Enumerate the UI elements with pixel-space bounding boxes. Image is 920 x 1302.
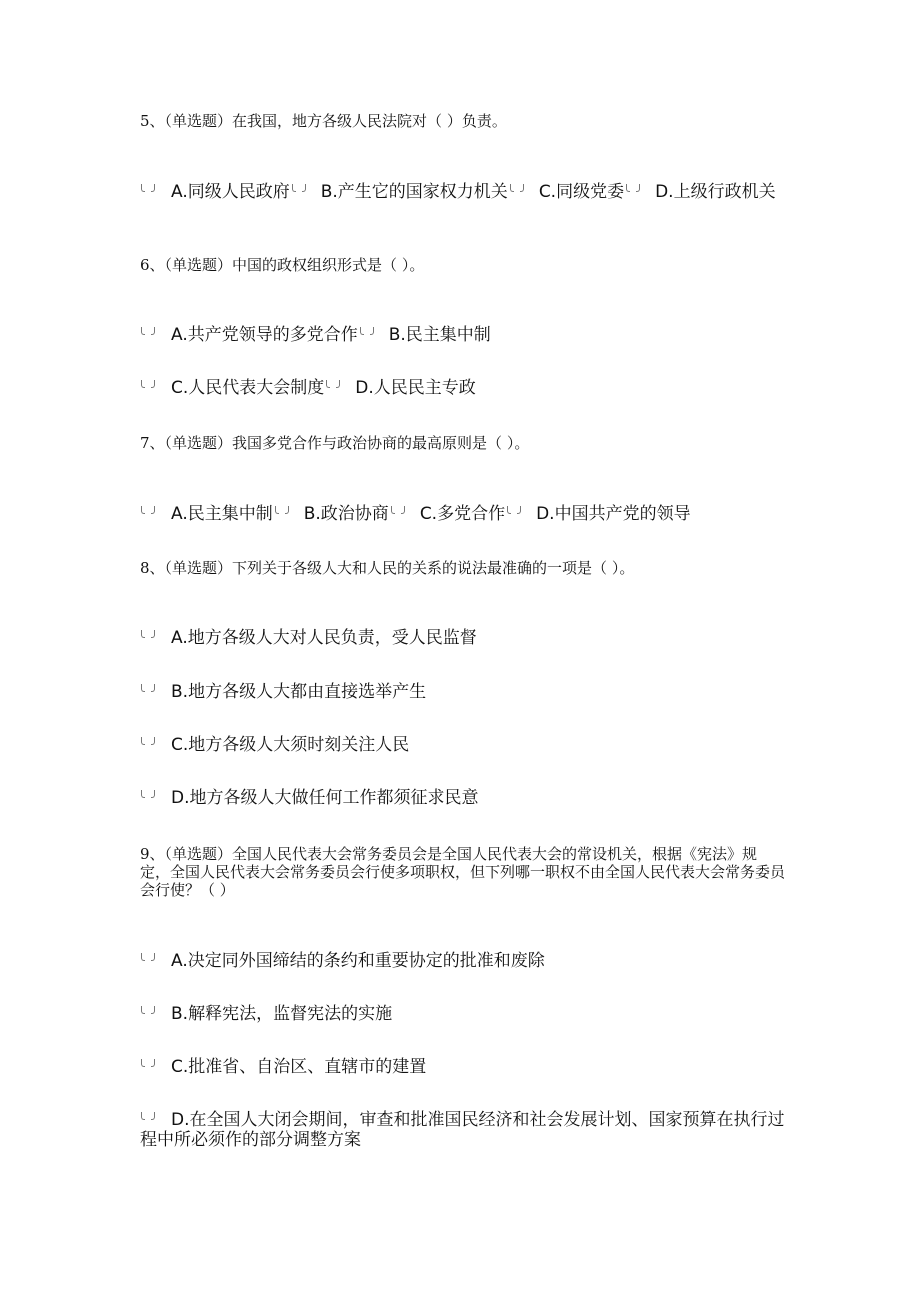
q7-option-c: C.多党合作: [419, 504, 506, 524]
radio-icon[interactable]: [140, 506, 156, 516]
q8-option-c: C.地方各级人大须时刻关注人民: [171, 735, 410, 755]
question-8-option-row-d: [140, 788, 785, 808]
q6-option-a: A.共产党领导的多党合作: [171, 325, 358, 345]
question-8-stem: 8、（单选题）下列关于各级人大和人民的关系的说法最准确的一项是（ ）。: [140, 559, 635, 577]
q9-option-a: A.决定同外国缔结的条约和重要协定的批准和废除: [171, 951, 545, 971]
radio-icon[interactable]: [625, 184, 641, 194]
radio-icon[interactable]: [140, 630, 156, 640]
q5-option-c: C.同级党委: [538, 182, 625, 202]
question-9-option-row-a: [140, 951, 785, 971]
question-7-stem: 7、（单选题）我国多党合作与政治协商的最高原则是（ ）。: [140, 434, 530, 452]
question-8-option-row-b: [140, 682, 785, 702]
radio-icon[interactable]: [140, 790, 156, 800]
question-7-options: [140, 504, 785, 524]
radio-icon[interactable]: [325, 380, 341, 390]
q8-option-d: D.地方各级人大做任何工作都须征求民意: [171, 788, 479, 808]
radio-icon[interactable]: [140, 737, 156, 747]
q6-option-c: C.人民代表大会制度: [171, 378, 325, 398]
q9-option-c: C.批准省、自治区、直辖市的建置: [171, 1057, 427, 1077]
q7-option-d: D.中国共产党的领导: [536, 504, 691, 524]
radio-icon[interactable]: [506, 506, 522, 516]
radio-icon[interactable]: [509, 184, 525, 194]
radio-icon[interactable]: [140, 380, 156, 390]
radio-icon[interactable]: [140, 1059, 156, 1069]
q5-option-d: D.上级行政机关: [655, 182, 776, 202]
radio-icon[interactable]: [274, 506, 290, 516]
question-9-option-row-c: [140, 1057, 785, 1077]
question-9-option-row-d: [140, 1110, 785, 1150]
q6-option-d: D.人民民主专政: [355, 378, 476, 398]
q5-option-a: A.同级人民政府: [171, 182, 290, 202]
question-9-option-row-b: [140, 1004, 785, 1024]
radio-icon[interactable]: [140, 327, 156, 337]
q7-option-b: B.政治协商: [303, 504, 389, 524]
q9-option-b: B.解释宪法，监督宪法的实施: [171, 1004, 393, 1024]
q6-option-b: B.民主集中制: [388, 325, 491, 345]
radio-icon[interactable]: [140, 953, 156, 963]
q7-option-a: A.民主集中制: [171, 504, 273, 524]
q9-option-d: D.在全国人大闭会期间，审查和批准国民经济和社会发展计划、国家预算在执行过程中所必须作的部分调整方案: [140, 1110, 785, 1150]
radio-icon[interactable]: [140, 1006, 156, 1016]
radio-icon[interactable]: [140, 684, 156, 694]
q5-option-b: B.产生它的国家权力机关: [320, 182, 508, 202]
question-6-options-row-1: [140, 325, 785, 345]
question-6-stem: 6、（单选题）中国的政权组织形式是（ ）。: [140, 256, 425, 274]
q8-option-b: B.地方各级人大都由直接选举产生: [171, 682, 427, 702]
radio-icon[interactable]: [140, 184, 156, 194]
question-6-options-row-2: [140, 378, 785, 398]
question-8-option-row-a: [140, 628, 785, 648]
radio-icon[interactable]: [140, 1112, 156, 1122]
q8-option-a: A.地方各级人大对人民负责，受人民监督: [171, 628, 477, 648]
question-8-option-row-c: [140, 735, 785, 755]
radio-icon[interactable]: [390, 506, 406, 516]
question-9-stem: 9、（单选题）全国人民代表大会常务委员会是全国人民代表大会的常设机关，根据《宪法》规定，全国人民代表大会常务委员会行使多项职权，但下列哪一职权不由全国人民代表大会常务委员会行使？（ ）: [140, 845, 786, 899]
question-5-options: [140, 182, 785, 202]
radio-icon[interactable]: [291, 184, 307, 194]
radio-icon[interactable]: [359, 327, 375, 337]
question-5-stem: 5、（单选题）在我国，地方各级人民法院对（ ）负责。: [140, 112, 507, 130]
